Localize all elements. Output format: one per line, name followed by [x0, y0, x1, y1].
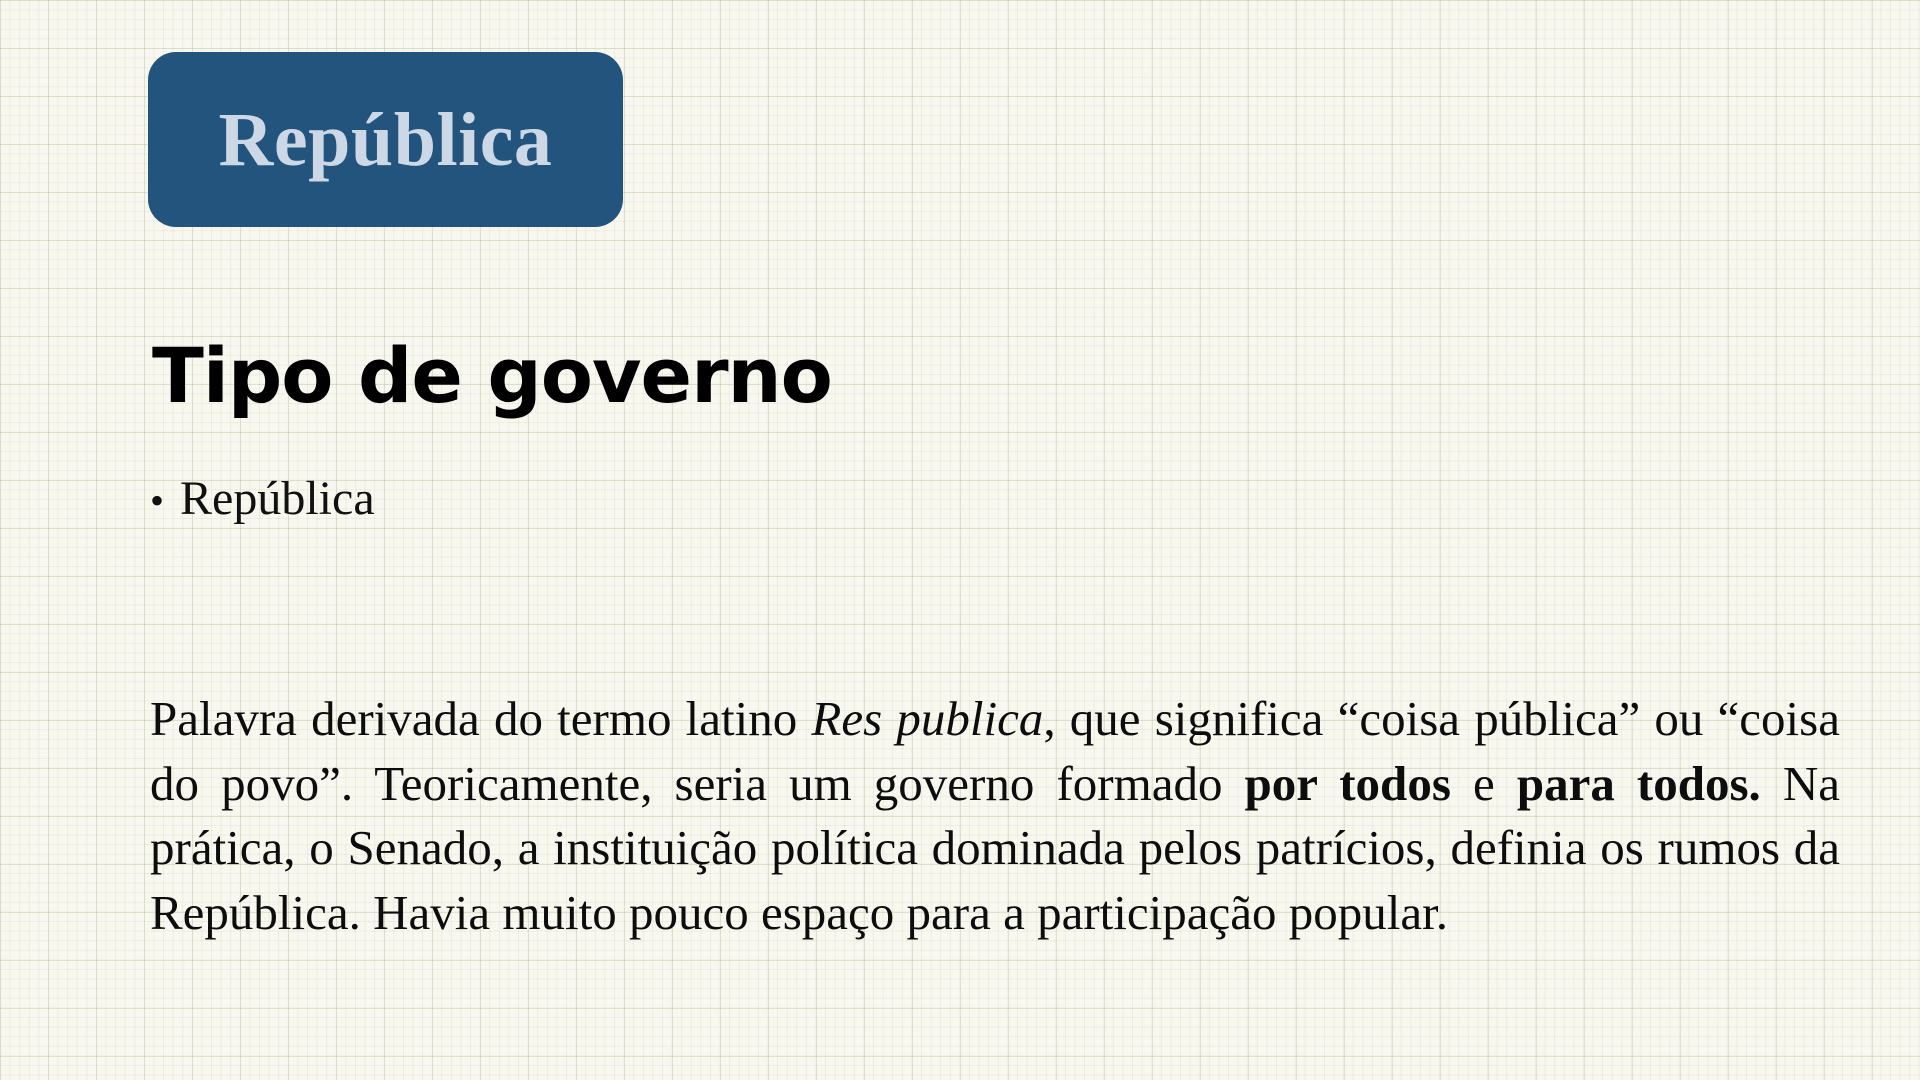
paragraph-segment-7: Na prática, o Senado, a instituição política dominada pelos patrícios, definia os rumos da República. Havia muito pouco espaço para a participação popular. [150, 755, 1841, 941]
paragraph-segment-italic: Res publica [811, 691, 1044, 746]
paragraph-segment-1: Palavra derivada do termo latino [150, 691, 812, 746]
page-title: Tipo de governo [152, 330, 832, 420]
paragraph-segment-3: , que significa “coisa pública” ou “coisa do povo”. Teoricamente, seria um governo formado [150, 691, 1840, 811]
topic-tag [148, 52, 623, 227]
body-paragraph [150, 687, 1840, 946]
bullet-dot-icon: • [150, 478, 165, 523]
bullet-list [150, 470, 1800, 528]
topic-tag-label: República [218, 97, 553, 182]
list-item [150, 470, 1800, 528]
list-item-label: República [180, 472, 375, 525]
paragraph-segment-5: e [1450, 755, 1517, 811]
paragraph-segment-bold-2: para todos. [1516, 755, 1761, 811]
paragraph-segment-bold-1: por todos [1244, 755, 1451, 811]
